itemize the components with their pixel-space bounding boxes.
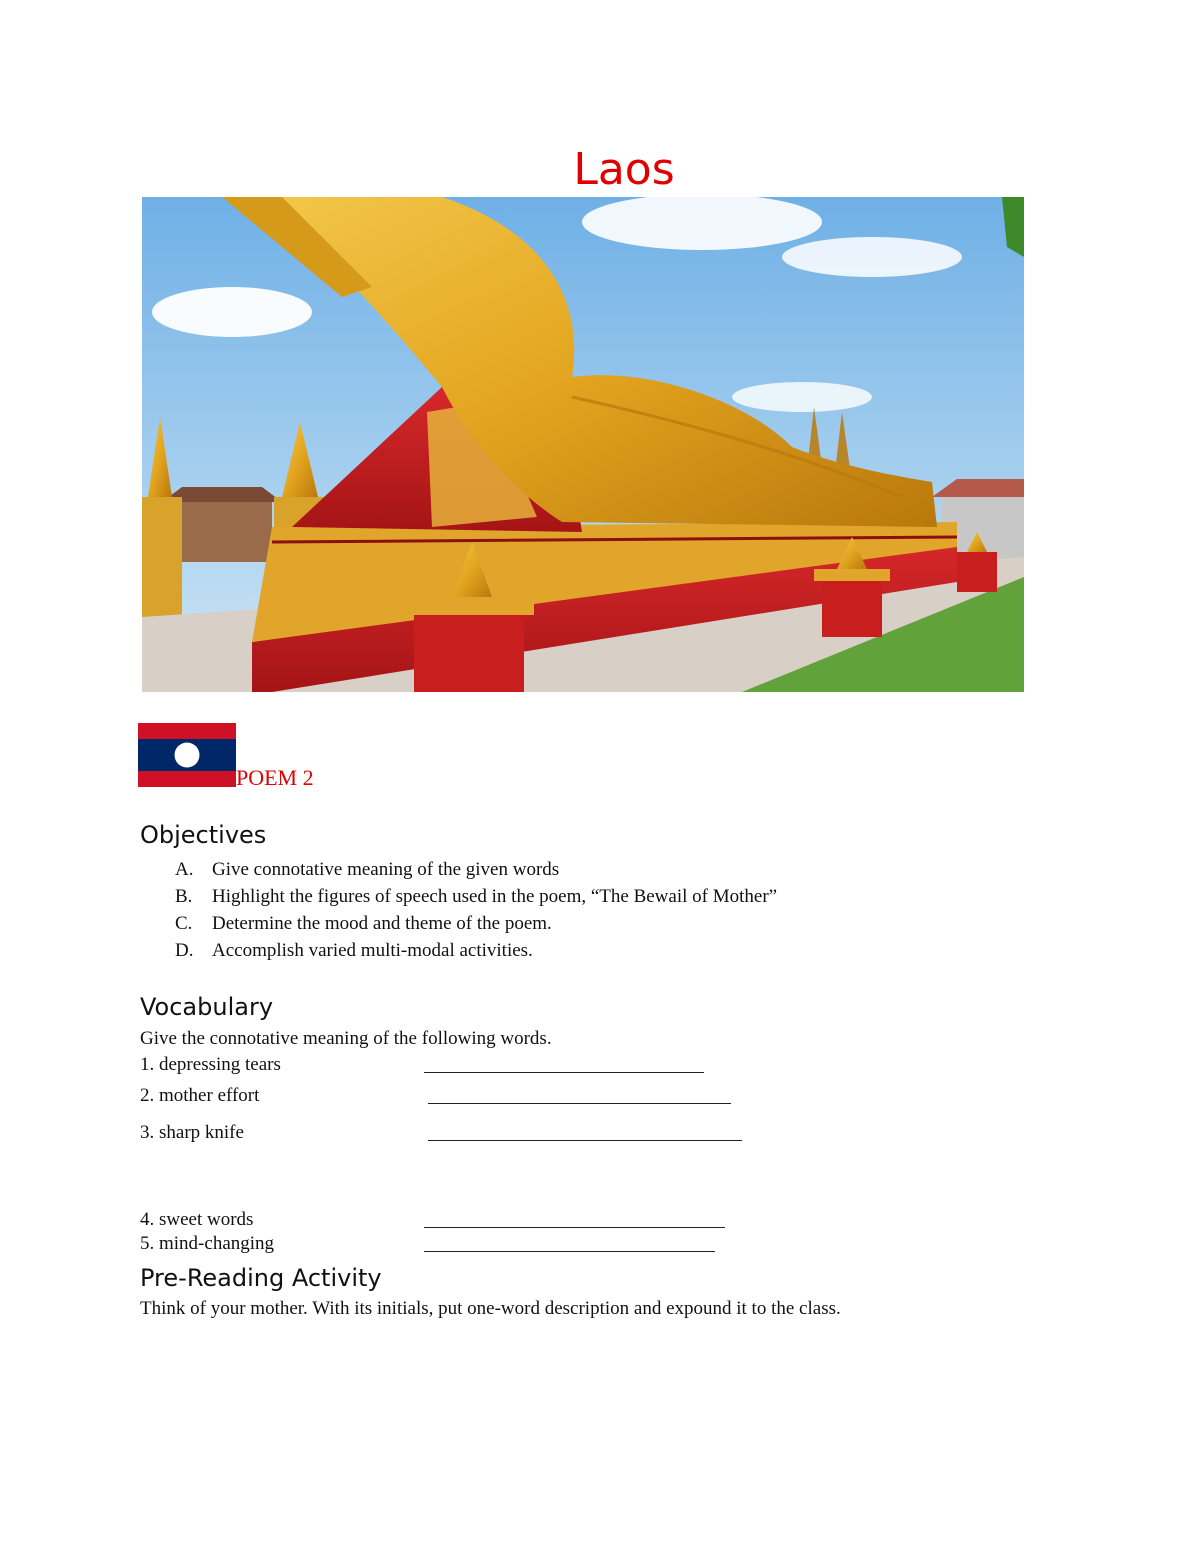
list-item-text: Determine the mood and theme of the poem. (212, 913, 552, 934)
list-item (175, 856, 777, 883)
list-marker: A. (175, 859, 194, 880)
vocabulary-item: 5. mind-changing (140, 1233, 275, 1254)
list-marker: C. (175, 913, 193, 934)
pre-reading-text: Think of your mother. With its initials, put one-word description and expound it to the class. (140, 1298, 841, 1319)
answer-blank[interactable] (428, 1140, 742, 1141)
pre-reading-heading: Pre-Reading Activity (140, 1264, 382, 1292)
answer-blank[interactable] (424, 1227, 725, 1228)
page-title: Laos (573, 144, 675, 195)
vocabulary-instruction: Give the connotative meaning of the following words. (140, 1028, 552, 1049)
list-item-text: Give connotative meaning of the given words (212, 859, 560, 880)
vocabulary-heading: Vocabulary (140, 993, 274, 1021)
list-item (175, 910, 777, 937)
laos-flag-icon (138, 723, 236, 787)
answer-blank[interactable] (424, 1072, 704, 1073)
list-item (175, 883, 777, 910)
list-item-text: Accomplish varied multi-modal activities. (212, 940, 533, 961)
poem-label: POEM 2 (236, 765, 314, 790)
objectives-list (175, 856, 777, 964)
list-marker: D. (175, 940, 194, 961)
list-item-text: Highlight the figures of speech used in the poem, “The Bewail of Mother” (212, 886, 778, 907)
list-marker: B. (175, 886, 193, 907)
vocabulary-item: 3. sharp knife (140, 1122, 244, 1143)
vocabulary-item: 1. depressing tears (140, 1054, 281, 1075)
vocabulary-item: 4. sweet words (140, 1209, 254, 1230)
reclining-buddha-image (142, 197, 1024, 692)
answer-blank[interactable] (428, 1103, 731, 1104)
objectives-heading: Objectives (140, 821, 267, 849)
vocabulary-item: 2. mother effort (140, 1085, 260, 1106)
list-item (175, 937, 777, 964)
answer-blank[interactable] (424, 1251, 715, 1252)
